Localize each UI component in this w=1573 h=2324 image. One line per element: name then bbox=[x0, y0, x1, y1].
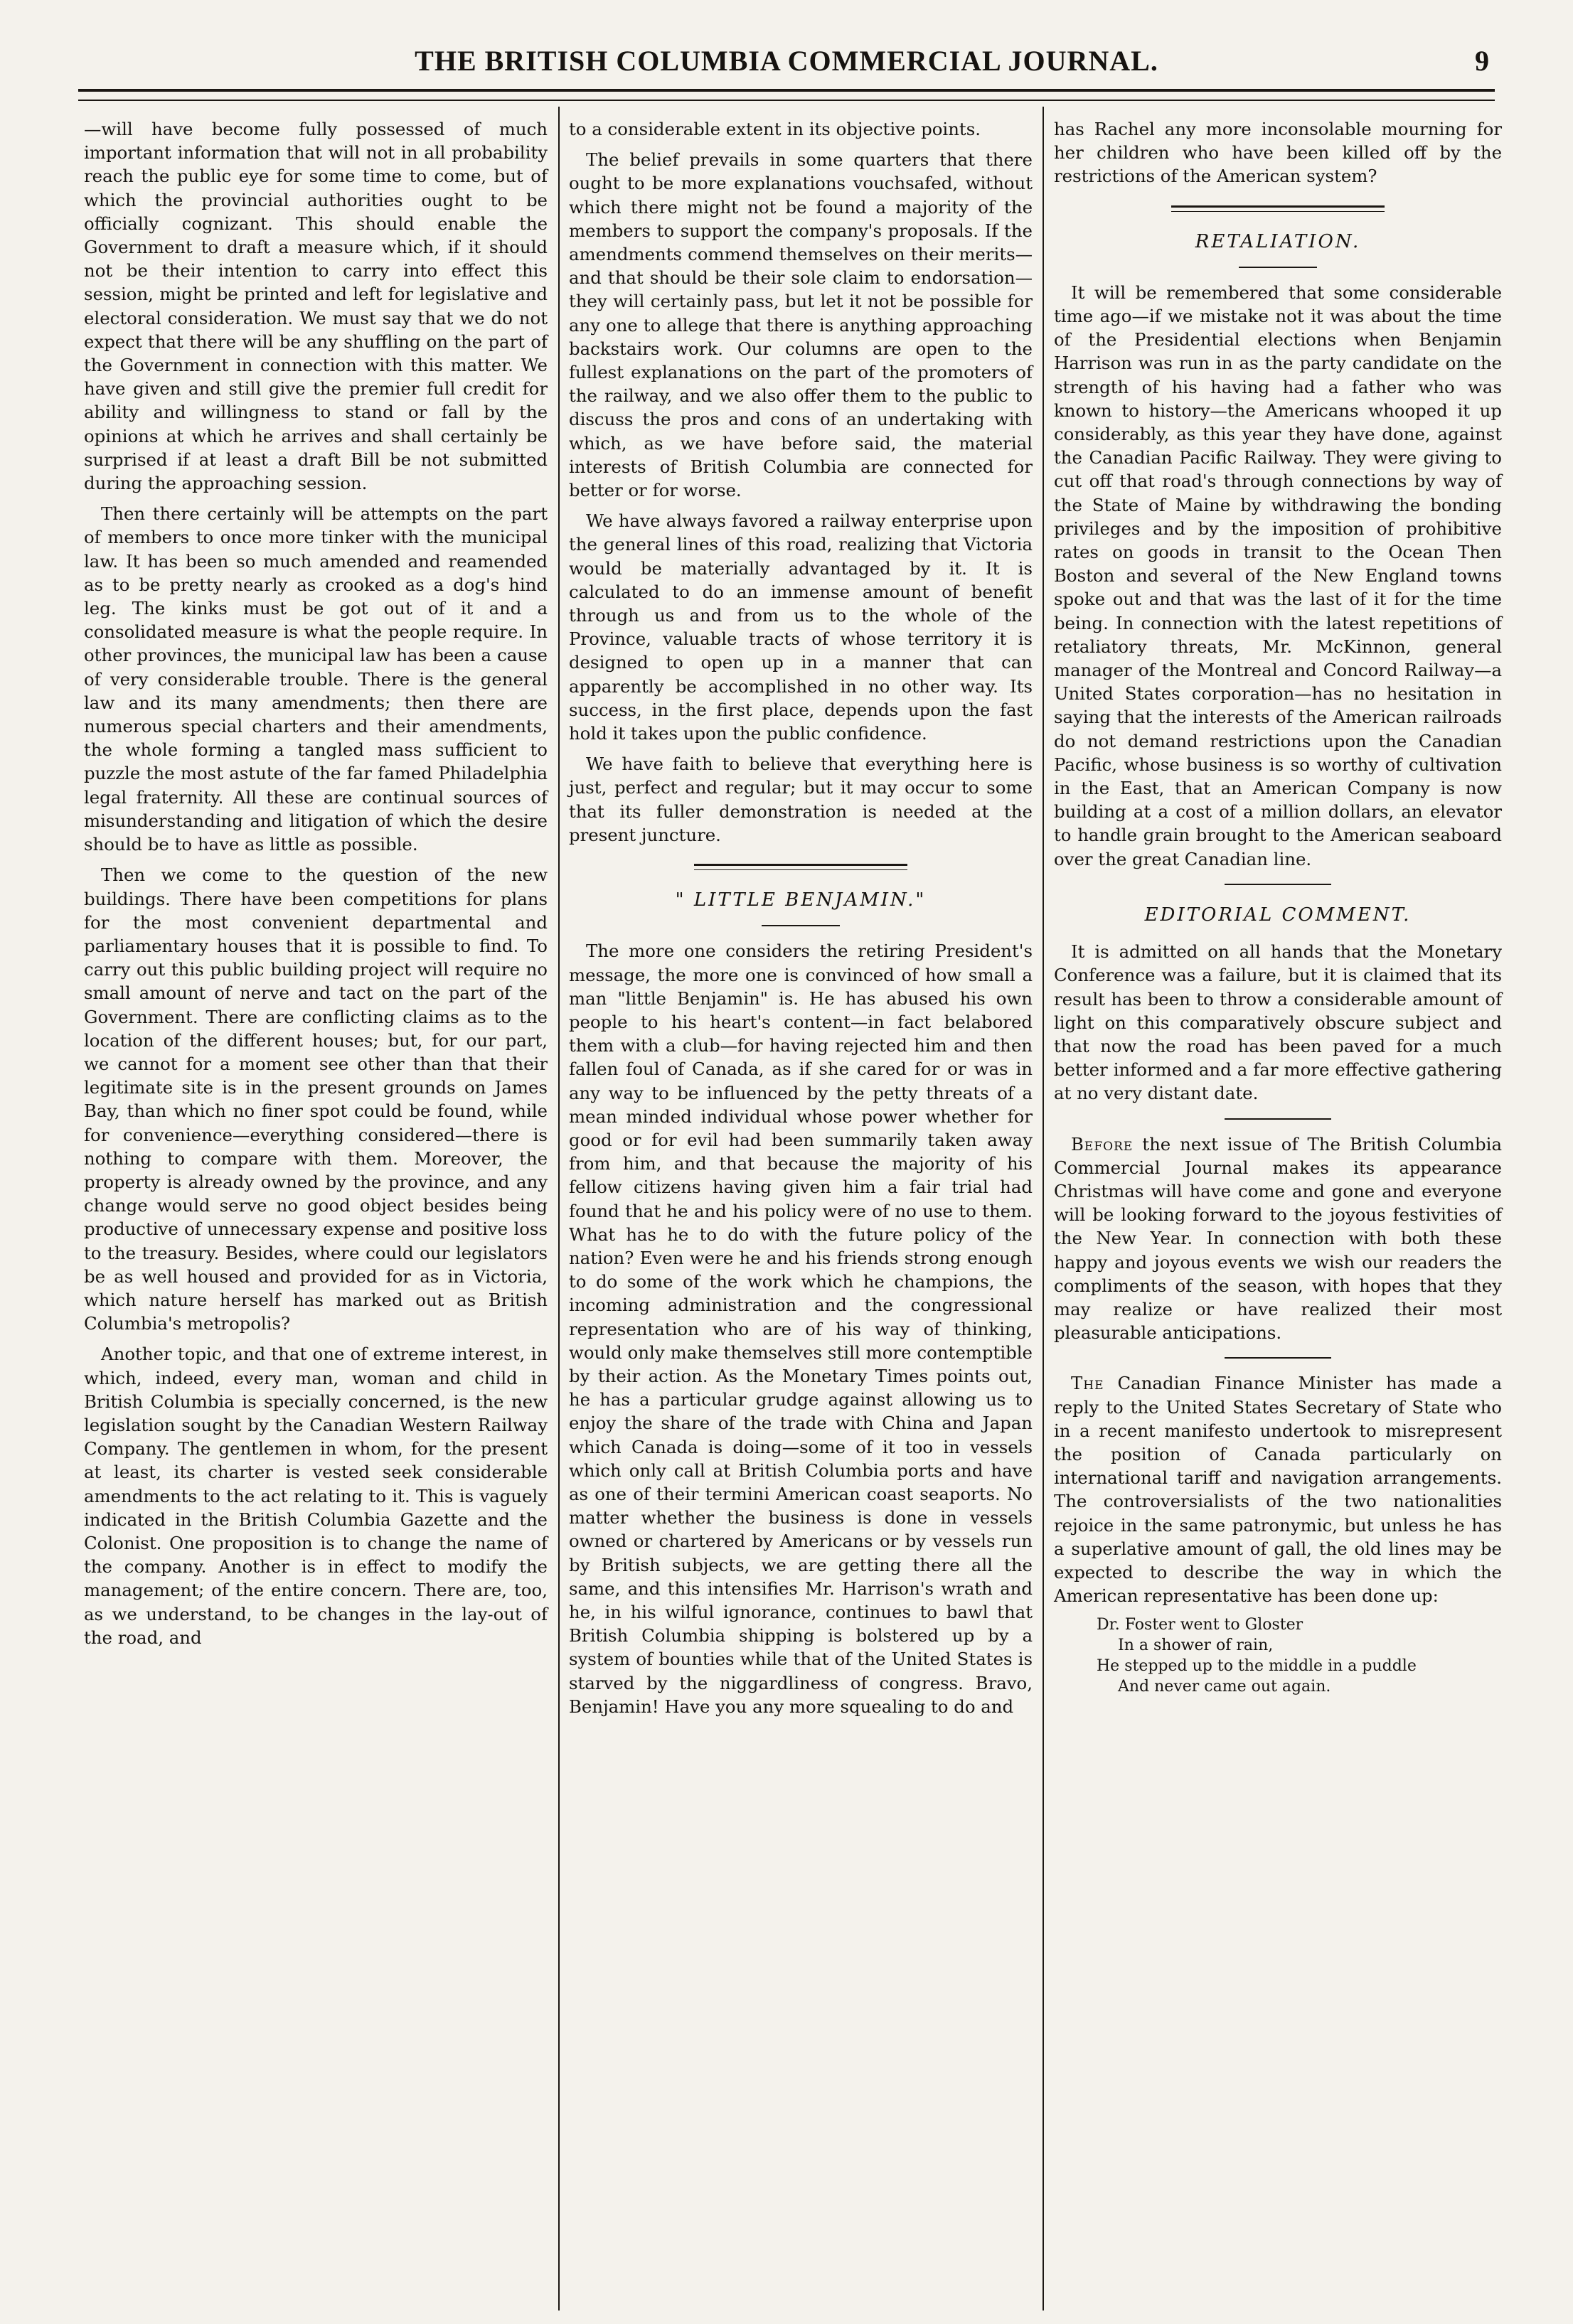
paragraph: Then there certainly will be attempts on the part of members to once more tinker with the municipal law. It has been so much amended and reamended as to be pretty nearly as crooked as a dog's hind leg. The kinks must be got out of it and a consolidated measure is what the people require. In other provinces, the municipal law has been a cause of very considerable trouble. There is the general law and its many amendments; then there are numerous special charters and their amendments, the whole forming a tangled mass sufficient to puzzle the most astute of the far famed Philadelphia legal fraternity. All these are continual sources of misunderstanding and litigation of which the desire should be to have as little as possible. bbox=[84, 503, 548, 855]
paragraph bbox=[1054, 1371, 1502, 1607]
verse bbox=[1097, 1615, 1502, 1697]
column-left bbox=[84, 117, 548, 1656]
paragraph: We have always favored a railway enterprise upon the general lines of this road, realizing that Victoria would be materially advantaged by it. It is calculated to do an immense amount of benefit through us and from us to the whole of the Province, valuable tracts of whose territory it is designed to open up in a manner that can apparently be accomplished in no other way. Its success, in the first place, depends upon the fast hold it takes upon the public confidence. bbox=[569, 510, 1033, 744]
verse-line: Dr. Foster went to Gloster bbox=[1097, 1616, 1303, 1634]
verse-line: He stepped up to the middle in a puddle bbox=[1097, 1657, 1417, 1676]
column-middle bbox=[569, 117, 1033, 1725]
section-heading: " LITTLE BENJAMIN." bbox=[675, 889, 927, 911]
heading-rule bbox=[1239, 267, 1317, 268]
column-divider bbox=[558, 107, 560, 2310]
paragraph: It is admitted on all hands that the Monetary Conference was a failure, but it is claimed that its result has been to throw a considerable amount of light on this comparatively obscure subject and that now the road has been paved for a much better informed and a far more effective gathering at no very distant date. bbox=[1054, 941, 1502, 1104]
lead-word: Before bbox=[1071, 1133, 1134, 1155]
paragraph: —will have become fully possessed of much important information that will not in all probability reach the public eye for some time to come, but of which the provincial authorities ought to be officially cognizant. This should enable the Government to draft a measure which, if it should not be their intention to carry into effect this session, might be printed and left for legislative and electoral consideration. We must say that we do not expect that there will be any shuffling on the part of the Government in connection with this matter. We have given and still give the premier full credit for ability and willingness to stand or fall by the opinions at which he arrives and shall certainly be surprised if at least a draft Bill be not submitted during the approaching session. bbox=[84, 119, 548, 494]
paragraph: Then we come to the question of the new buildings. There have been competitions for plans for the most convenient departmental and parliamentary houses that it is possible to find. To carry out this public building project will require no small amount of nerve and tact on the part of the Government. There are conflicting claims as to the location of the different houses; but, for our part, we cannot for a moment see other than that their legitimate site is in the present grounds on James Bay, than which no finer spot could be found, while for convenience—everything considered—there is nothing to compare with them. Moreover, the property is already owned by the province, and any change would serve no good object besides being productive of unnecessary expense and positive loss to the treasury. Besides, where could our legislators be as well housed and provided for as in Victoria, which nature herself has marked out as British Columbia's metropolis? bbox=[84, 864, 548, 1334]
section-heading: RETALIATION. bbox=[1195, 230, 1361, 252]
section-separator bbox=[1225, 884, 1331, 885]
paragraph: Another topic, and that one of extreme interest, in which, indeed, every man, woman and child in British Columbia is specially concerned, is the new legislation sought by the Canadian Western Railway Company. The gentlemen in whom, for the present at least, its charter is vested seek considerable amendments to the act relating to it. This is vaguely indicated in the British Columbia Gazette and the Colonist. One proposition is to change the name of the company. Another is in effect to modify the management; of the entire concern. There are, too, as we understand, to be changes in the lay-out of the road, and bbox=[84, 1344, 548, 1648]
header-rule-thin bbox=[78, 100, 1495, 101]
page-number: 9 bbox=[1475, 45, 1489, 77]
lead-word: The bbox=[1071, 1373, 1104, 1394]
column-right bbox=[1054, 117, 1502, 1697]
heading-rule bbox=[762, 925, 840, 926]
paragraph-text: Canadian Finance Minister has made a reply to the United States Secretary of State who in a recent manifesto undertook to misrepresent the position of Canada particularly on international tariff and navigation arrangements. The controversialists of the two nationalities rejoice in the same patronymic, but unless he has a superlative amount of gall, the old lines may be expected to describe the way in which the American representative has been done up: bbox=[1054, 1373, 1502, 1607]
verse-line: And never came out again. bbox=[1118, 1678, 1331, 1696]
section-separator bbox=[1225, 1357, 1331, 1359]
paragraph: The belief prevails in some quarters that there ought to be more explanations vouchsafed, without which there might not be found a majority of the members to support the company's proposals. If the amendments commend themselves on their merits—and that should be their sole claim to endorsation—they will certainly pass, but let it not be possible for any one to allege that there is anything approaching backstairs work. Our columns are open to the fullest explanations on the part of the promoters of the railway, and we also offer them to the public to discuss the pros and cons of an undertaking with which, as we have before said, the material interests of British Columbia are connected for better or for worse. bbox=[569, 149, 1033, 501]
paragraph: It will be remembered that some considerable time ago—if we mistake not it was about the time of the Presidential elections when Benjamin Harrison was run in as the party candidate on the strength of his having had a father who was known to history—the Americans whooped it up considerably, as this year they have done, against the Canadian Pacific Railway. They were giving to cut off that road's through connections by way of the State of Maine by withdrawing the bonding privileges and by the imposition of prohibitive rates on goods in transit to the Ocean Then Boston and several of the New England towns spoke out and that was the last of it for the time being. In connection with the latest repetitions of retaliatory threats, Mr. McKinnon, general manager of the Montreal and Concord Railway—a United States corporation—has no hesitation in saying that the interests of the American railroads do not demand restrictions upon the Canadian Pacific, whose business is so worthy of cultivation in the East, that an American Company is now building at a cost of a million dollars, an elevator to handle grain brought to the American seaboard over the great Canadian line. bbox=[1054, 282, 1502, 869]
verse-line: In a shower of rain, bbox=[1118, 1637, 1274, 1655]
section-heading: EDITORIAL COMMENT. bbox=[1144, 904, 1412, 926]
masthead bbox=[78, 44, 1495, 82]
column-divider bbox=[1043, 107, 1044, 2310]
paragraph: The more one considers the retiring President's message, the more one is convinced of how small a man "little Benjamin" is. He has abused his own people to his heart's content—in fact belabored them with a club—for having rejected him and then fallen foul of Canada, as if she cared for or was in any way to be influenced by the petty threats of a mean minded individual whose power whether for good or for evil had been summarily taken away from him, and that because the majority of his fellow citizens having given him a fair trial had found that he and his policy were of no use to them. What has he to do with the future policy of the nation? Even were he and his friends strong enough to do some of the work which he champions, the incoming administration and the congressional representation who are of his way of thinking, would only make themselves still more contemptible by their action. As the Monetary Times points out, he has a particular grudge against allowing us to enjoy the share of the trade with China and Japan which Canada is doing—some of it too in vessels which only call at British Columbia ports and have as one of their termini American coast seaports. No matter whether the business is done in vessels owned or chartered by Americans or by vessels run by British subjects, we are getting there all the same, and this intensifies Mr. Harrison's wrath and he, in his wilful ignorance, continues to bawl that British Columbia shipping is bolstered up by a system of bounties while that of the United States is starved by the niggardliness of congress. Bravo, Benjamin! Have you any more squealing to do and bbox=[569, 941, 1033, 1717]
paragraph-text: the next issue of The British Columbia Commercial Journal makes its appearance Christmas will have come and gone and everyone will be looking forward to the joyous festivities of the New Year. In connection with both these happy and joyous events we wish our readers the compliments of the season, with hopes that they may realize or have realized their most pleasurable anticipations. bbox=[1054, 1133, 1502, 1344]
section-separator bbox=[1225, 1118, 1331, 1120]
section-separator bbox=[1171, 205, 1385, 212]
paragraph: to a considerable extent in its objective points. bbox=[569, 119, 981, 139]
paragraph bbox=[1054, 1132, 1502, 1345]
paragraph: We have faith to believe that everything here is just, perfect and regular; but it may occur to some that its fuller demonstration is needed at the present juncture. bbox=[569, 754, 1033, 845]
journal-title: THE BRITISH COLUMBIA COMMERCIAL JOURNAL. bbox=[415, 45, 1158, 77]
section-separator bbox=[694, 864, 907, 870]
paragraph: has Rachel any more inconsolable mourning for her children who have been killed off by the restrictions of the American system? bbox=[1054, 119, 1502, 187]
header-rule bbox=[78, 89, 1495, 92]
